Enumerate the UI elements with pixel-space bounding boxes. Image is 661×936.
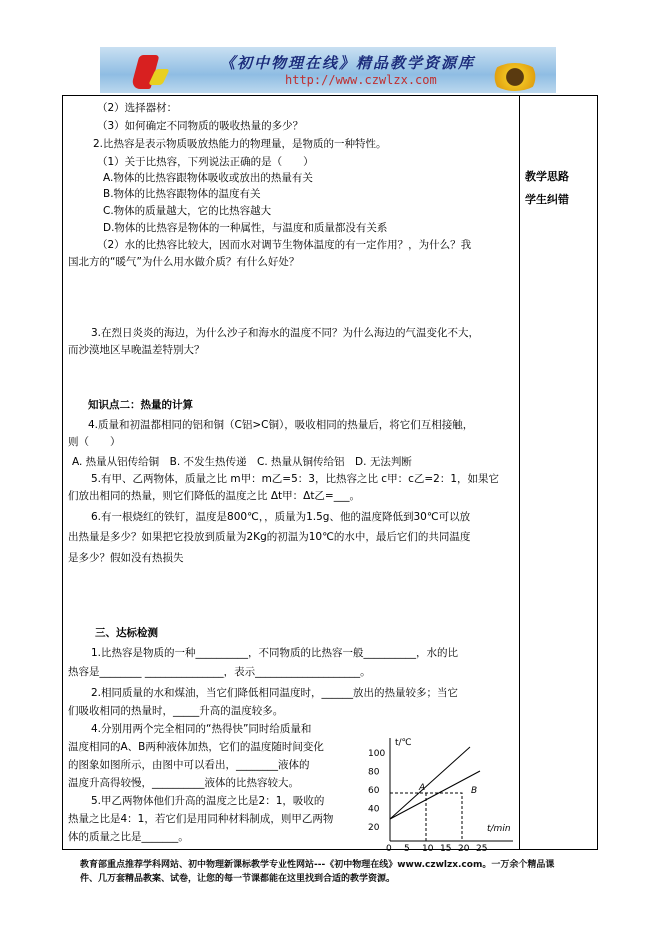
text-line: 国北方的“暖气”为什么用水做介质？有什么好处？ xyxy=(68,256,300,268)
x-tick-label: 10 xyxy=(422,844,434,854)
x-tick-label: 0 xyxy=(386,844,392,854)
text-line: （1）关于比热容，下列说法正确的是（ ） xyxy=(97,156,314,168)
y-tick-label: 80 xyxy=(368,767,380,778)
text-line: （2）水的比热容比较大，因而水对调节生物体温度的有一定作用？，为什么？我 xyxy=(97,239,472,251)
text-line: （2）选择器材： xyxy=(97,102,178,114)
text-line: 的图象如图所示，由图中可以看出，________液体的 xyxy=(68,759,310,771)
text-line: 2.相同质量的水和煤油，当它们降低相同温度时，______放出的热量较多；当它 xyxy=(91,687,459,699)
side-label-correction: 学生纠错 xyxy=(525,193,569,206)
text-line: 温度升高得较慢，__________液体的比热容较大。 xyxy=(68,777,299,789)
text-line: 则（ ） xyxy=(68,436,121,448)
text-line: A.物体的比热容跟物体吸收或放出的热量有关 xyxy=(103,172,313,184)
y-axis-label: t/℃ xyxy=(395,738,412,748)
label-A: A xyxy=(419,783,426,793)
footer-line-2: 件、几万套精品教案、试卷，让您的每一节课都能在这里找到合适的教学资源。 xyxy=(80,874,396,884)
text-line: A. 热量从铝传给铜 B. 不发生热传递 C. 热量从铜传给铝 D. 无法判断 xyxy=(72,456,412,468)
text-line: 出热量是多少？如果把它投放到质量为2Kg的初温为10℃的水中，最后它们的共同温度 xyxy=(68,531,471,543)
banner-url: http://www.czwlzx.com xyxy=(285,73,437,87)
temperature-time-graph xyxy=(365,733,515,854)
text-line: 热量之比是4：1，若它们是用同种材料制成，则甲乙两物 xyxy=(68,813,334,825)
text-line: 热容是________ _______________，表示____________________。 xyxy=(68,666,371,678)
footer-line-1: 教育部重点推荐学科网站、初中物理新课标教学专业性网站---《初中物理在线》www.czwlzx.com。一万余个精品课 xyxy=(80,860,555,870)
x-tick-label: 5 xyxy=(404,844,410,854)
text-line: 2.比热容是表示物质吸放热能力的物理量，是物质的一种特性。 xyxy=(93,138,387,150)
text-line: 6.有一根烧红的铁钉，温度是800℃，，质量为1.5g、他的温度降低到30℃可以放 xyxy=(91,511,471,523)
text-line: 而沙漠地区早晚温差特别大？ xyxy=(68,344,205,356)
x-tick-label: 25 xyxy=(476,844,488,854)
y-tick-label: 100 xyxy=(368,749,386,759)
text-line: B.物体的比热容跟物体的温度有关 xyxy=(103,188,261,200)
section-heading: 知识点二：热量的计算 xyxy=(88,399,193,411)
text-line: 温度相同的A、B两种液体加热，它们的温度随时间变化 xyxy=(68,741,324,753)
text-line: D.物体的比热容是物体的一种属性，与温度和质量都没有关系 xyxy=(103,222,388,234)
side-label-teaching: 教学思路 xyxy=(525,170,569,183)
y-tick-label: 20 xyxy=(368,823,380,833)
text-line: （3）如何确定不同物质的吸收热量的多少？ xyxy=(97,120,304,132)
x-axis-label: t/min xyxy=(487,824,511,834)
text-line: 1.比热容是物质的一种__________，不同物质的比热容一般__________，水的比 xyxy=(91,647,459,659)
y-tick-label: 40 xyxy=(368,804,380,815)
sunflower-icon xyxy=(490,63,540,91)
text-line: 4.质量和初温都相同的铝和铜（C铝>C铜），吸收相同的热量后，将它们互相接触， xyxy=(88,419,474,431)
text-line: 体的质量之比是_______。 xyxy=(68,831,189,843)
header-banner xyxy=(100,47,556,93)
x-tick-label: 20 xyxy=(458,844,470,854)
text-line: 们吸收相同的热量时，_____升高的温度较多。 xyxy=(68,705,284,717)
text-line: 3.在烈日炎炎的海边，为什么沙子和海水的温度不同？为什么海边的气温变化不大， xyxy=(91,327,480,339)
x-tick-label: 15 xyxy=(440,844,452,854)
text-line: 是多少？假如没有热损失 xyxy=(68,552,184,564)
text-line: C.物体的质量越大，它的比热容越大 xyxy=(103,205,272,217)
column-divider xyxy=(519,96,520,849)
banner-title: 《初中物理在线》精品教学资源库 xyxy=(220,54,476,72)
text-line: 们放出相同的热量，则它们降低的温度之比 Δt甲：Δt乙=___。 xyxy=(68,490,360,502)
text-line: 4.分别用两个完全相同的“热得快”同时给质量和 xyxy=(91,723,312,735)
y-tick-label: 60 xyxy=(368,786,380,796)
label-B: B xyxy=(471,786,478,796)
text-line: 5.有甲、乙两物体，质量之比 m甲：m乙=5：3，比热容之比 c甲：c乙=2：1，如果它 xyxy=(91,473,500,485)
text-line: 5.甲乙两物体他们升高的温度之比是2：1，吸收的 xyxy=(91,795,325,807)
section-heading: 三、达标检测 xyxy=(95,627,158,639)
